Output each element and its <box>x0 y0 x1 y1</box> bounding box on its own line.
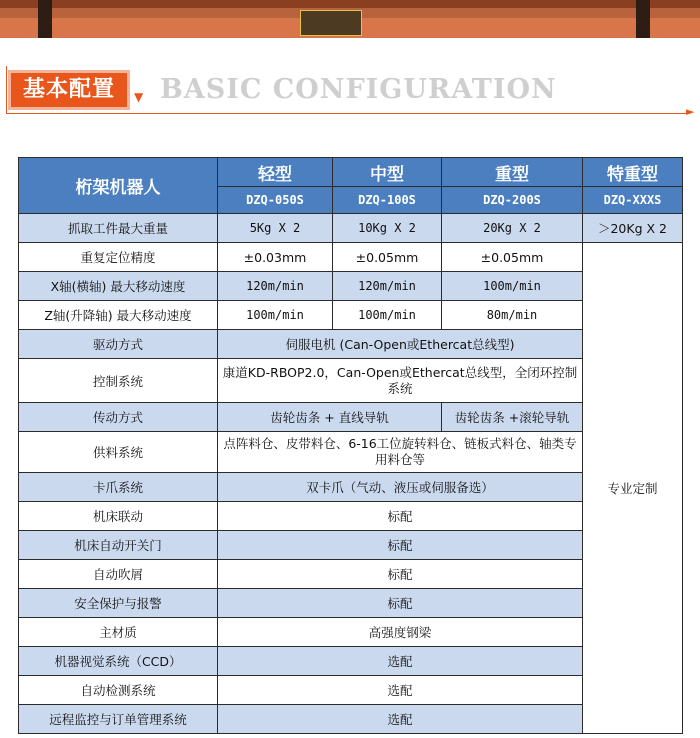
row-label: 机床自动开关门 <box>19 531 218 560</box>
cell-value: 点阵料仓、皮带料仓、6-16工位旋转料仓、链板式料仓、轴类专用料仓等 <box>218 432 583 473</box>
banner-detail <box>300 10 362 36</box>
row-label: 控制系统 <box>19 359 218 403</box>
table-row <box>19 214 683 243</box>
title-arrow-icon: ▼ <box>134 90 144 104</box>
cell-value: 标配 <box>218 502 583 531</box>
header-rule <box>6 113 690 114</box>
row-label: 抓取工件最大重量 <box>19 214 218 243</box>
cell-value: 高强度钢梁 <box>218 618 583 647</box>
model-name: 重型 <box>442 158 583 187</box>
cell-value: ＞20Kg X 2 <box>583 214 683 243</box>
model-name: 特重型 <box>583 158 683 187</box>
section-header <box>0 66 700 122</box>
top-banner-photo <box>0 0 700 38</box>
cell-value: 20Kg X 2 <box>442 214 583 243</box>
model-code: DZQ-050S <box>218 187 333 214</box>
cell-value: 齿轮齿条 +滚轮导轨 <box>442 403 583 432</box>
cell-value: 标配 <box>218 589 583 618</box>
cell-value: 10Kg X 2 <box>333 214 442 243</box>
model-name: 轻型 <box>218 158 333 187</box>
cell-value: ±0.05mm <box>333 243 442 272</box>
model-code: DZQ-100S <box>333 187 442 214</box>
cell-value: 选配 <box>218 647 583 676</box>
row-label: 重复定位精度 <box>19 243 218 272</box>
cell-value: ±0.03mm <box>218 243 333 272</box>
row-label: 主材质 <box>19 618 218 647</box>
model-code: DZQ-200S <box>442 187 583 214</box>
model-name: 中型 <box>333 158 442 187</box>
cell-value: 伺服电机 (Can-Open或Ethercat总线型) <box>218 330 583 359</box>
banner-rail <box>0 0 700 8</box>
row-label: 机器视觉系统（CCD） <box>19 647 218 676</box>
table-row <box>19 243 683 272</box>
banner-leg <box>38 0 52 38</box>
header-rule-vertical <box>6 66 7 114</box>
row-label: 传动方式 <box>19 403 218 432</box>
section-title-english: BASIC CONFIGURATION <box>160 74 557 105</box>
row-label: 自动吹屑 <box>19 560 218 589</box>
cell-value: 120m/min <box>333 272 442 301</box>
cell-value: 80m/min <box>442 301 583 330</box>
rule-arrow-icon: ► <box>686 105 695 118</box>
corner-header: 桁架机器人 <box>19 158 218 214</box>
custom-cell: 专业定制 <box>583 243 683 734</box>
cell-value: 100m/min <box>218 301 333 330</box>
model-code: DZQ-XXXS <box>583 187 683 214</box>
cell-value: 选配 <box>218 705 583 734</box>
cell-value: 5Kg X 2 <box>218 214 333 243</box>
spec-table <box>18 157 683 734</box>
cell-value: 标配 <box>218 560 583 589</box>
cell-value: 双卡爪（气动、液压或伺服备选） <box>218 473 583 502</box>
cell-value: 100m/min <box>442 272 583 301</box>
cell-value: 选配 <box>218 676 583 705</box>
row-label: 驱动方式 <box>19 330 218 359</box>
cell-value: 120m/min <box>218 272 333 301</box>
row-label: 机床联动 <box>19 502 218 531</box>
row-label: Z轴(升降轴) 最大移动速度 <box>19 301 218 330</box>
row-label: 供料系统 <box>19 432 218 473</box>
cell-value: 100m/min <box>333 301 442 330</box>
cell-value: 齿轮齿条 + 直线导轨 <box>218 403 442 432</box>
cell-value: 标配 <box>218 531 583 560</box>
row-label: 安全保护与报警 <box>19 589 218 618</box>
row-label: X轴(横轴) 最大移动速度 <box>19 272 218 301</box>
header-row <box>19 158 683 187</box>
banner-leg <box>636 0 650 38</box>
section-title: 基本配置 <box>8 70 130 110</box>
row-label: 卡爪系统 <box>19 473 218 502</box>
row-label: 远程监控与订单管理系统 <box>19 705 218 734</box>
row-label: 自动检测系统 <box>19 676 218 705</box>
cell-value: 康道KD-RBOP2.0，Can-Open或Ethercat总线型，全闭环控制系统 <box>218 359 583 403</box>
cell-value: ±0.05mm <box>442 243 583 272</box>
